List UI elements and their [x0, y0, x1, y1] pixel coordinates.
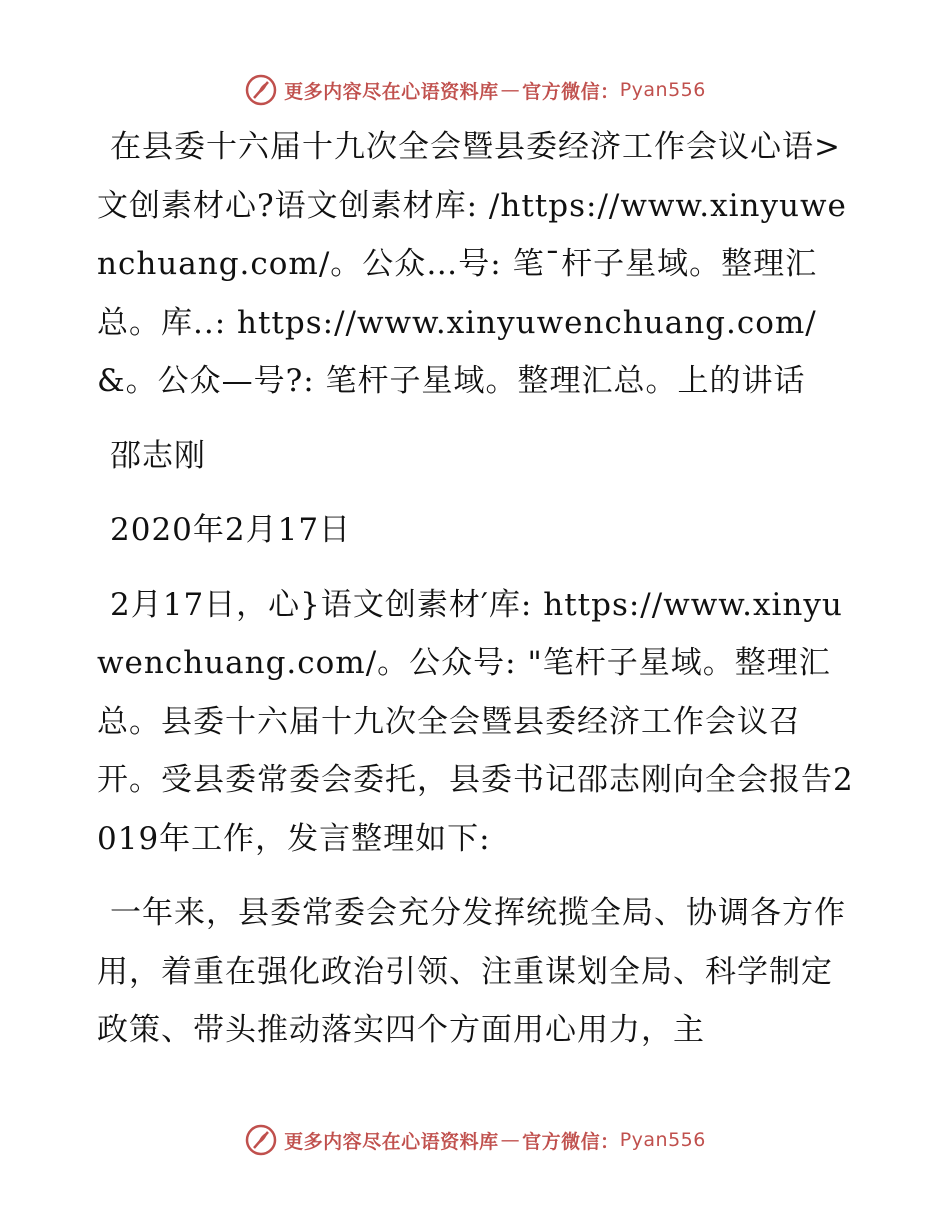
watermark-label: 官方微信： [522, 1130, 620, 1153]
watermark-id: Pyan556 [619, 79, 706, 101]
feather-logo-icon [244, 73, 278, 107]
header-watermark [0, 70, 950, 110]
intro-paragraph: 2月17日，心}语文创素材′库: https://www.xinyuwenchuang.com/。公众号: "笔杆子星域。整理汇总。县委十六届十九次全会暨县委经济工作会议召开。受县委常委会委托，县委书记邵志刚向全会报告2019年工作，发言整理如下: [97, 586, 854, 857]
watermark-dash: — [500, 79, 521, 101]
watermark-label: 官方微信： [522, 80, 620, 103]
watermark-id: Pyan556 [619, 1129, 706, 1151]
watermark-text: 更多内容尽在心语资料库 [284, 80, 499, 103]
document-date: 2020年2月17日 [110, 512, 352, 548]
feather-logo-icon [244, 1123, 278, 1157]
watermark-dash: — [500, 1129, 521, 1151]
footer-watermark [0, 1120, 950, 1160]
document-title: 在县委十六届十九次全会暨县委经济工作会议心语>文创素材心?语文创素材库: /https://www.xinyuwenchuang.com/。公众…号: 笔¯杆子星域。整理汇总。库..: https://www.xinyuwenchuang.com/&。公众—号?: 笔杆子星域。整理汇总。上的讲话 [97, 129, 847, 399]
watermark-text: 更多内容尽在心语资料库 [284, 1130, 499, 1153]
document-author: 邵志刚 [110, 437, 206, 474]
body-paragraph: 一年来，县委常委会充分发挥统揽全局、协调各方作用，着重在强化政治引领、注重谋划全局、科学制定政策、带头推动落实四个方面用心用力，主 [97, 895, 846, 1048]
document-body [97, 118, 857, 1060]
